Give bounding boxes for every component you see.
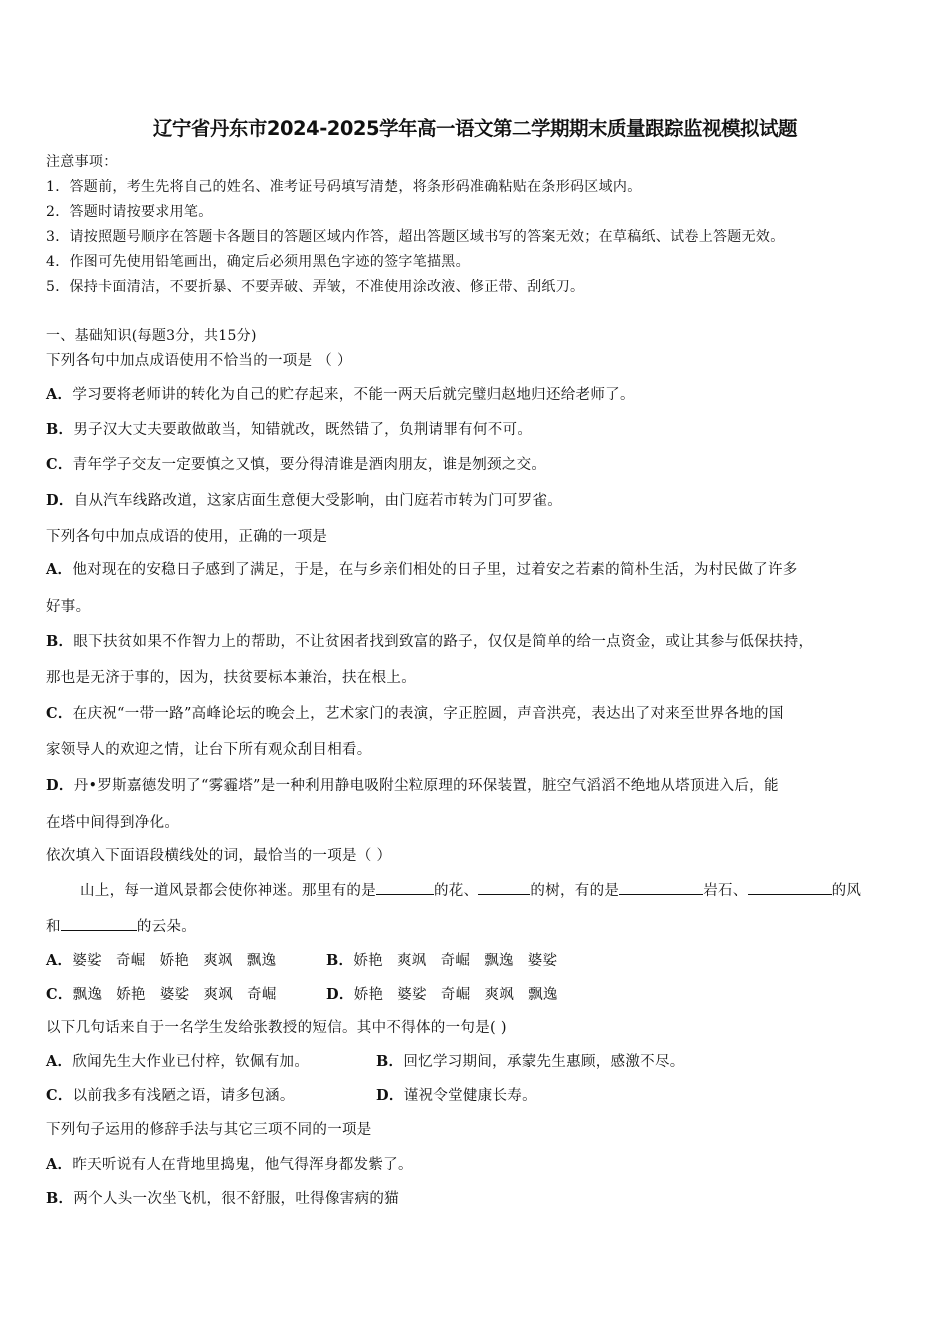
option-text: 他对现在的安稳日子感到了满足，于是，在与乡亲们相处的日子里，过着安之若素的简朴生活，为村民做了许多 [72,562,798,578]
notice-item-3: 3．请按照题号顺序在答题卡各题目的答题区域内作答，超出答题区域书写的答案无效；在草稿纸、试卷上答题无效。 [46,229,785,245]
q3-option-a [46,951,326,971]
option-label: A． [46,386,73,403]
q5-option-b [46,1189,399,1209]
option-label: C． [46,986,73,1003]
option-label: C． [46,456,73,473]
notice-item-5: 5．保持卡面清洁，不要折暴、不要弄破、弄皱，不准使用涂改液、修正带、刮纸刀。 [46,279,585,295]
option-word: 婆娑 [397,987,427,1003]
notice-item-2: 2．答题时请按要求用笔。 [46,204,213,220]
option-word: 婆娑 [527,953,558,969]
option-label: A． [46,952,73,969]
option-label: A． [46,1053,73,1070]
q1-stem: 下列各句中加点成语使用不恰当的一项是 （ ） [46,353,352,369]
q3-option-b [326,951,571,971]
fill-blank [61,916,137,931]
q3-passage-line1 [80,880,861,901]
fill-blank [376,880,434,895]
option-text: 谨祝令堂健康长寿。 [403,1088,537,1104]
passage-text: 的风 [831,883,862,899]
section-heading: 一、基础知识(每题3分，共15分) [46,328,257,344]
passage-text: 岩石、 [703,883,748,899]
option-word: 奇崛 [440,953,471,969]
option-label: D． [46,777,74,794]
q2-option-a [46,560,798,580]
notice-item-1: 1．答题前，考生先将自己的姓名、准考证号码填写清楚，将条形码准确粘贴在条形码区域内。 [46,179,642,195]
q2-option-a-cont: 好事。 [46,599,91,615]
q1-option-d [46,491,562,511]
q2-option-c-cont: 家领导人的欢迎之情，让台下所有观众刮目相看。 [46,742,372,758]
option-label: B． [46,421,74,438]
q3-options-ab [46,951,571,971]
passage-text: 山上，每一道风景都会使你神迷。那里有的是 [80,883,376,899]
option-label: B． [326,952,354,969]
q1-option-b [46,420,532,440]
option-text: 自从汽车线路改道，这家店面生意便大受影响，由门庭若市转为门可罗雀。 [73,493,563,509]
option-word: 飘逸 [528,987,558,1003]
q3-option-c [46,985,326,1005]
option-label: C． [46,705,73,722]
fill-blank [619,880,703,895]
q3-stem: 依次填入下面语段横线处的词，最恰当的一项是（ ） [46,848,392,864]
q3-option-d [326,985,572,1005]
option-text: 欣闻先生大作业已付梓，钦佩有加。 [72,1054,310,1070]
option-label: A． [46,1156,73,1173]
q4-option-a [46,1052,376,1072]
option-word: 爽飒 [484,987,515,1003]
q4-option-c [46,1086,376,1106]
notice-item-4: 4．作图可先使用铅笔画出，确定后必须用黑色字迹的签字笔描黑。 [46,254,470,270]
q3-options-cd [46,985,572,1005]
option-label: B． [46,633,74,650]
option-text: 昨天听说有人在背地里捣鬼，他气得浑身都发紫了。 [72,1157,413,1173]
q4-stem: 以下几句话来自于一名学生发给张教授的短信。其中不得体的一句是( ) [46,1020,507,1036]
page-title: 辽宁省丹东市2024-2025学年高一语文第二学期期末质量跟踪监视模拟试题 [152,117,798,140]
option-label: D． [326,986,354,1003]
option-word: 娇艳 [159,953,190,969]
option-word: 爽飒 [203,953,233,969]
q2-stem: 下列各句中加点成语的使用，正确的一项是 [46,529,328,545]
option-text: 两个人头一次坐飞机，很不舒服，吐得像害病的猫 [73,1191,399,1207]
option-text: 回忆学习期间，承蒙先生惠顾，感激不尽。 [403,1054,685,1070]
q4-option-b [376,1052,685,1072]
option-text: 丹•罗斯嘉德发明了“雾霾塔”是一种利用静电吸附尘粒原理的环保装置，脏空气滔滔不绝地从塔顶进入后，能 [73,778,779,794]
q1-option-a [46,385,635,405]
option-word: 飘逸 [246,953,277,969]
q5-stem: 下列句子运用的修辞手法与其它三项不同的一项是 [46,1122,372,1138]
q1-option-c [46,455,546,475]
notice-heading: 注意事项： [46,154,118,170]
passage-text: 的树，有的是 [530,883,620,899]
q2-option-d-cont: 在塔中间得到净化。 [46,815,180,831]
option-text: 眼下扶贫如果不作智力上的帮助，不让贫困者找到致富的路子，仅仅是简单的给一点资金，或让其参与低保扶持， [73,634,814,650]
option-word: 婆娑 [159,987,190,1003]
option-word: 娇艳 [353,953,383,969]
passage-text: 的花、 [434,883,479,899]
q3-passage-line2 [46,916,196,937]
option-label: C． [46,1087,73,1104]
q4-options-cd [46,1086,537,1106]
option-word: 飘逸 [72,987,103,1003]
option-text: 青年学子交友一定要慎之又慎，要分得清谁是酒肉朋友，谁是刎颈之交。 [72,457,547,473]
option-text: 男子汉大丈夫要敢做敢当，知错就改，既然错了，负荆请罪有何不可。 [73,422,533,438]
option-word: 飘逸 [484,953,514,969]
option-label: B． [376,1053,404,1070]
q2-option-b-cont: 那也是无济于事的，因为，扶贫要标本兼治，扶在根上。 [46,670,416,686]
passage-text: 和 [46,919,61,935]
q2-option-c [46,704,784,724]
option-word: 爽飒 [203,987,234,1003]
option-label: A． [46,561,73,578]
option-label: B． [46,1190,74,1207]
q5-option-a [46,1155,413,1175]
option-word: 婆娑 [72,953,102,969]
option-word: 爽飒 [396,953,427,969]
q4-option-d [376,1086,537,1106]
q4-options-ab [46,1052,685,1072]
passage-text: 的云朵。 [136,919,197,935]
fill-blank [478,880,530,895]
option-word: 奇崛 [440,987,471,1003]
option-label: D． [376,1087,404,1104]
option-word: 娇艳 [116,987,146,1003]
q2-option-b [46,632,813,652]
option-text: 在庆祝“一带一路”高峰论坛的晚会上，艺术家门的表演，字正腔圆，声音洪亮，表达出了对来至世界各地的国 [72,706,784,722]
option-text: 以前我多有浅陋之语，请多包涵。 [72,1088,295,1104]
option-label: D． [46,492,74,509]
option-word: 奇崛 [115,953,146,969]
option-text: 学习要将老师讲的转化为自己的贮存起来，不能一两天后就完璧归赵地归还给老师了。 [72,387,635,403]
fill-blank [748,880,832,895]
q2-option-d [46,776,779,796]
option-word: 奇崛 [247,987,277,1003]
option-word: 娇艳 [353,987,384,1003]
